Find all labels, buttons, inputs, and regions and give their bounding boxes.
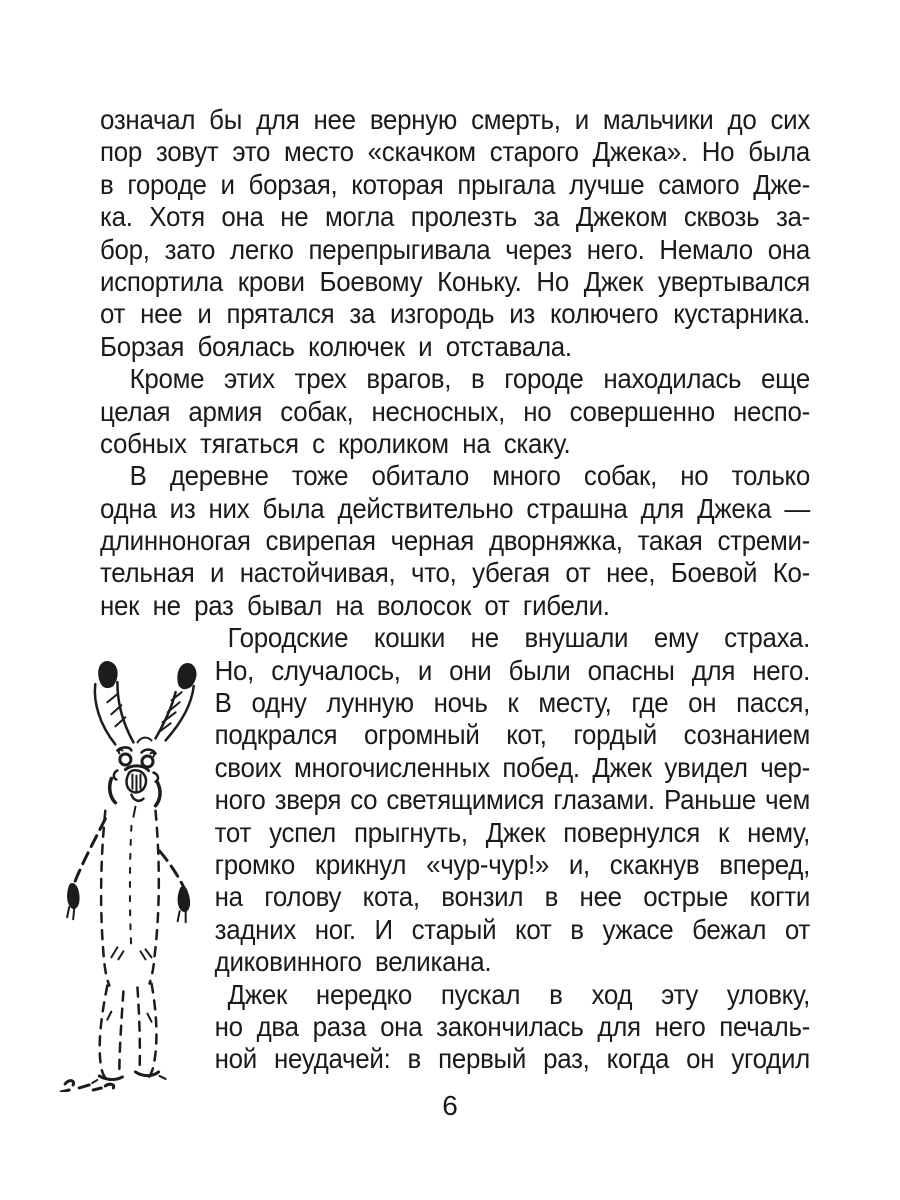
text-line: задних ног. И старый кот в ужасе бежал от xyxy=(214,913,811,945)
text-line: собных тягаться с кроликом на скаку. xyxy=(100,427,571,459)
text-line: но два раза она закончилась для него печаль- xyxy=(214,1010,811,1042)
text-line: В одну лунную ночь к месту, где он пасся, xyxy=(214,687,811,719)
text-line: нек не раз бывал на волосок от гибели. xyxy=(100,589,610,621)
text-line: диковинного великана. xyxy=(214,946,492,978)
page-text-block xyxy=(100,104,810,1076)
text-line: одна из них была действительно страшна для Джека — xyxy=(100,492,811,524)
text-line: целая армия собак, несносных, но совершенно неспо- xyxy=(100,395,811,427)
text-line: Борзая боялась колючек и отставала. xyxy=(100,330,572,362)
text-line: Джек нередко пускал в ход эту уловку, xyxy=(227,978,811,1010)
text-line: тот успел прыгнуть, Джек повернулся к нему, xyxy=(214,816,811,848)
text-line: от нее и прятался за изгородь из колючего кустарника. xyxy=(100,298,811,330)
text-line: в городе и борзая, которая прыгала лучше самого Дже- xyxy=(100,168,811,200)
text-line: длинноногая свирепая черная дворняжка, такая стреми- xyxy=(100,525,811,557)
text-line: В деревне тоже обитало много собак, но только xyxy=(129,460,811,492)
text-line: на голову кота, вонзил в нее острые когти xyxy=(214,881,811,913)
text-line: своих многочисленных побед. Джек увидел чер- xyxy=(214,751,811,783)
text-line: тельная и настойчивая, что, убегая от нее, Боевой Ко- xyxy=(100,557,811,589)
text-line: Но, случалось, и они были опасны для него. xyxy=(214,654,811,686)
page-number: 6 xyxy=(442,1090,458,1121)
text-line: бор, зато легко перепрыгивала через него. Немало она xyxy=(100,233,811,265)
text-line: Городские кошки не внушали ему страха. xyxy=(227,622,811,654)
text-line: подкрался огромный кот, гордый сознанием xyxy=(214,719,811,751)
text-line: громко крикнул «чур-чур!» и, скакнув вперед, xyxy=(214,848,811,880)
text-line: испортила крови Боевому Коньку. Но Джек увертывался xyxy=(100,265,811,297)
text-line: ной неудачей: в первый раз, когда он угодил xyxy=(214,1043,811,1075)
text-line: Кроме этих трех врагов, в городе находилась еще xyxy=(129,363,811,395)
text-line: ного зверя со светящимися глазами. Раньше чем xyxy=(214,784,811,816)
text-line: означал бы для нее верную смерть, и мальчики до сих xyxy=(100,104,811,135)
text-line: пор зовут это место «скачком старого Джека». Но была xyxy=(100,136,811,168)
text-line: ка. Хотя она не могла пролезть за Джеком сквозь за- xyxy=(100,201,811,233)
